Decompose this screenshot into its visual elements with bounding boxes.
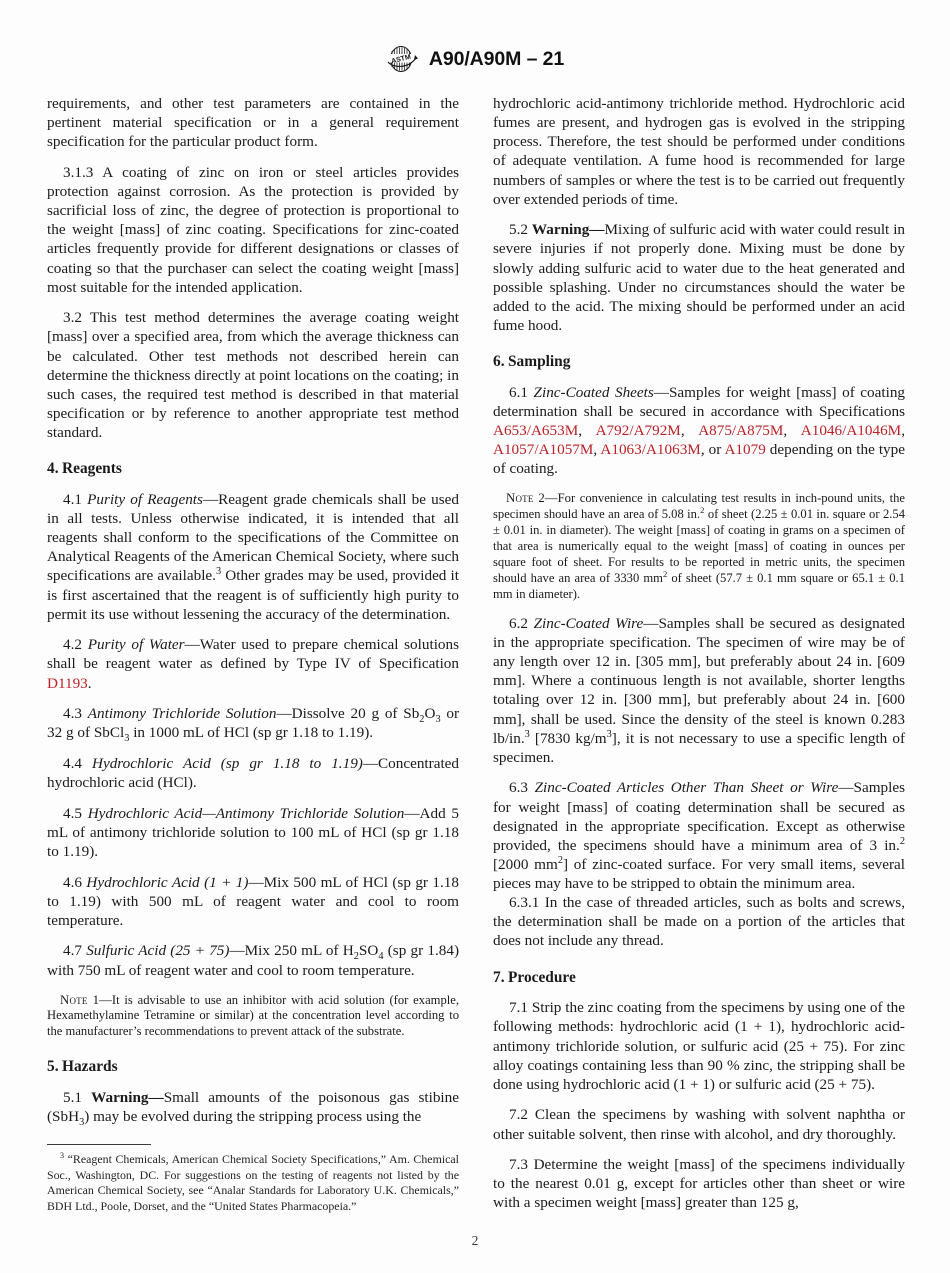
paragraph-7-2 [493,1105,905,1143]
standard-designation: A90/A90M – 21 [428,47,565,70]
paragraph-text: Strip the zinc coating from the specimens by using one of the following methods: hydrochloric acid (1 + 1), hydrochloric acid-antimony trichloride solution, or sulfuric acid (25 + 75). For zinc alloy coatings containing less than 90 % zinc, the stripping shall be done using hydrochloric acid (1 + 1) or sulfuric acid (25 + 75). [493,999,906,1093]
subscript: 4 [378,951,384,963]
conjunction-or: or [708,441,725,459]
term-italic: Antimony Trichloride Solution [87,705,277,723]
paragraph-text-a: —Samples shall be secured as designated in the appropriate specification. The specimen of wire may be of any length over 12 in. [305 mm], but preferably about 24 in. [609 mm]. Where a continuous length is not available, shorter lengths totaling over 12 in. [300 mm], but preferably about 24 in. [600 mm], shall be used. Since the density of the steel is known 0.283 lb/in. [493,614,905,747]
paragraph-text-a: Small amounts of the poisonous gas stibine (SbH [47,1088,459,1126]
term-italic: Zinc-Coated Sheets [533,383,654,401]
superscript: 2 [557,854,563,866]
paragraph-6-3-1 [493,893,905,950]
spec-link-a1079[interactable]: A1079 [724,441,766,459]
paragraph-text: Mixing of sulfuric acid with water could result in severe injuries if not properly done. Mixing must be done by slowly adding sulfuric acid to water due to the heat generated and possible splashing. Under no circumstances should the water be added to the acid. The mixing should be performed under an acid fume hood. [493,221,906,334]
paragraph-6-3 [493,778,905,893]
warning-label: Warning— [531,221,605,239]
paragraph-4-1 [47,490,459,624]
paragraph-text-a: —Reagent grade chemicals shall be used in all tests. Unless otherwise indicated, it is intended that all reagents shall conform to the specifications of the Committee on Analytical Reagents of the American Chemical Society, where such specifications are available. [47,490,460,585]
spec-link-a792[interactable]: A792/A792M [595,422,681,439]
footnote-text: “Reagent Chemicals, American Chemical Society Specifications,” Am. Chemical Soc., Washington, DC. For suggestions on the testing of reagents not listed by the American Chemical Society, see “Analar Standards for Laboratory U.K. Chemicals,” BDH Ltd., Poole, Dorset, and the “United States Pharmacopeia.” [47,1152,459,1213]
page-number: 2 [471,1233,479,1248]
section-number: 5. [47,1058,59,1076]
spec-link-a653[interactable]: A653/A653M [493,422,579,439]
body-columns [47,94,905,1214]
paragraph-number: 6.1 [509,383,528,401]
paragraph-5-2 [493,220,905,335]
section-title: Procedure [508,968,576,986]
paragraph-4-2 [47,635,459,692]
note-label: Note 2 [506,491,546,506]
paragraph-number: 4.4 [63,754,82,772]
note-text-b: of sheet (2.25 ± 0.01 in. square or 2.54 ± 0.01 in. in diameter). The weight [mass] of coating in grams on a specimen of that area is numerically equal to the weight [mass] of coating in ounces per square foot of sheet. For results to be reported in metric units, the specimen should have an area of 3330 mm [493,507,905,585]
section-number: 4. [47,460,59,478]
subscript: 3 [79,1117,85,1129]
term-italic: Purity of Reagents [87,490,203,508]
term-italic: Purity of Water [87,636,185,654]
paragraph-number: 7.2 [509,1106,528,1124]
right-column [493,94,905,1213]
paragraph-text: In the case of threaded articles, such as bolts and screws, the determination shall be made on a portion of the articles that does not include any thread. [493,894,906,950]
paragraph-3-2 [47,308,459,442]
paragraph-number: 6.2 [509,614,528,632]
paragraph-4-6 [47,873,459,930]
astm-logo [386,44,420,74]
term-italic: Zinc-Coated Wire [533,614,644,632]
paragraph-text: Clean the specimens by washing with solvent naphtha or other suitable solvent, then rinse with alcohol, and dry thoroughly. [493,1106,906,1143]
paragraph-text-b: [2000 mm [493,855,558,873]
paragraph-6-1: 6.1 Zinc-Coated Sheets—Samples for weight [mass] of coating determination shall be secured in accordance with Specifications A653/A653M, A792/A792M, A875/A875M, A1046/A1046M, A1057/A1057M, A1063/A1063M, or A1079 depending on the type of coating. [493,383,906,478]
superscript: 2 [700,505,705,516]
spec-link-a875[interactable]: A875/A875M [698,422,784,439]
note-text-c: of sheet (57.7 ± 0.1 mm square or 65.1 ± 0.1 mm in diameter). [493,570,905,601]
paragraph-text-a: —Water used to prepare chemical solutions shall be reagent water as defined by Type IV of Specification [47,636,460,673]
section-number: 6. [493,353,505,370]
paragraph-7-3 [493,1155,905,1212]
paragraph-text-a: —Samples for weight [mass] of coating determination shall be secured as designated in the appropriate specification. Except as otherwise provided, the specimens should have a minimum area of 3 in. [493,779,906,854]
paragraph-4-3 [47,704,460,745]
footnote-reference[interactable]: 3 [215,566,222,578]
paragraph-number: 6.3 [509,779,528,797]
subscript: 2 [353,951,359,963]
paragraph-number: 4.2 [63,636,82,654]
paragraph-text-a: —Samples for weight [mass] of coating determination shall be secured in accordance with Specifications [493,383,906,420]
superscript: 2 [899,835,905,847]
paragraph-number: 4.3 [63,705,82,723]
spec-link-a1046[interactable]: A1046/A1046M [800,422,902,439]
paragraph-text: Determine the weight [mass] of the specimens individually to the nearest 0.01 g, except for articles other than sheet or wire with a specimen weight [mass] greater than 125 g, [493,1156,905,1212]
subscript: 2 [419,714,425,726]
paragraph-number: 4.5 [63,804,82,822]
paragraph-text-b: depending on the type of coating. [493,441,905,478]
subscript: 3 [124,733,130,745]
section-heading-6-sampling [493,352,905,371]
note-text-a: —For convenience in calculating test results in inch-pound units, the specimen should have an area of 5.08 in. [493,491,905,522]
superscript: 2 [662,568,668,579]
paragraph-4-7 [47,941,459,979]
paragraph-7-1 [493,998,905,1094]
paragraph-3-1-3 [47,163,459,297]
section-title: Reagents [62,460,122,478]
paragraph-number: 6.3.1 [509,894,540,912]
section-title: Hazards [62,1058,118,1076]
paragraph-text-c: (sp gr 1.84) with 750 mL of reagent water and cool to room temperature. [47,942,460,979]
paragraph-text-b: . [87,674,92,692]
paragraph-text-b: [7830 kg/m [529,729,607,747]
term-italic: Sulfuric Acid (25 + 75) [86,942,230,960]
svg-text:ASTM: ASTM [390,53,412,66]
note-label: Note 1 [60,992,100,1007]
paragraph-number: 3.1.3 [63,163,94,181]
subscript: 3 [435,714,441,726]
left-column [47,94,459,1214]
term-italic: Hydrochloric Acid—Antimony Trichloride Solution [87,804,405,822]
paragraph-6-2 [493,614,905,767]
paragraph-text-a: —Mix 250 mL of H [229,942,354,960]
paragraph-text-d: in 1000 mL of HCl (sp gr 1.18 to 1.19). [129,724,374,742]
paragraph-text-b: Other grades may be used, provided it is first ascertained that the reagent is of sufficiently high purity to permit its use without lessening the accuracy of the determination. [47,567,459,623]
superscript: 3 [524,728,530,740]
paragraph-text-c: or 32 g of SbCl [47,705,460,742]
paragraph-number: 7.3 [509,1156,528,1174]
paragraph-text-b: SO [358,942,379,960]
footnote-area [47,1144,459,1214]
warning-label: Warning— [91,1088,164,1106]
paragraph-text-b: O [424,705,436,723]
paragraph-5-1 [47,1088,459,1129]
spec-link-d1193[interactable]: D1193 [47,674,88,692]
footnote-separator-rule [47,1144,151,1145]
spec-link-a1057[interactable]: A1057/A1057M [493,441,594,459]
paragraph-continued-5-1: hydrochloric acid-antimony trichloride method. Hydrochloric acid fumes are present, and hydrogen gas is evolved in the stripping process. Therefore, the test should be performed under conditions of adequate ventilation. A fume hood is recommended for large numbers of samples or where the test is to be carried out frequently over extended periods of time. [493,95,905,208]
section-heading-4-reagents [47,459,459,478]
superscript: 3 [606,728,612,740]
paragraph-4-5 [47,804,459,861]
section-heading-5-hazards [47,1057,459,1076]
paragraph-4-4 [47,754,459,792]
paragraph-continued-from-previous-page: requirements, and other test parameters are contained in the pertinent material specification or in a general requirement specification for the particular product form. [47,95,459,151]
paragraph-text-c: ], it is not necessary to use a specific length of specimen. [493,729,905,766]
section-title: Sampling [508,353,571,370]
spec-link-a1063[interactable]: A1063/A1063M [600,441,701,459]
paragraph-text-b: ) may be evolved during the stripping process using the [84,1108,422,1126]
section-number: 7. [493,968,505,986]
paragraph-text-a: —Dissolve 20 g of Sb [276,705,420,723]
paragraph-text: —Add 5 mL of antimony trichloride solution to 100 mL of HCl (sp gr 1.18 to 1.19). [47,804,460,860]
paragraph-number: 7.1 [509,999,528,1017]
term-italic: Hydrochloric Acid (sp gr 1.18 to 1.19) [91,754,363,772]
paragraph-text: A coating of zinc on iron or steel articles provides protection against corrosion. As the protection is provided by sacrificial loss of zinc, the degree of protection is proportional to the weight [mass] of zinc coating. Specifications for zinc-coated articles frequently provide for different designations or classes of coating so that the purchaser can select the coating weight [mass] most suitable for the intended application. [47,163,459,296]
paragraph-text-c: ] of zinc-coated surface. For very small items, several pieces may have to be stripped to obtain the minimum area. [493,855,905,893]
note-2 [493,490,905,602]
paragraph-number: 3.2 [63,309,82,327]
paragraph-number: 4.7 [63,942,82,960]
term-italic: Zinc-Coated Articles Other Than Sheet or Wire [534,779,839,797]
paragraph-number: 5.1 [63,1088,82,1106]
paragraph-text: —Mix 500 mL of HCl (sp gr 1.18 to 1.19) with 500 mL of reagent water and cool to room temperature. [47,873,459,929]
note-1 [47,992,459,1041]
footnote-3 [47,1152,459,1214]
footnote-number: 3 [60,1151,65,1161]
paragraph-number: 4.1 [63,490,82,508]
paragraph-number: 4.6 [63,873,82,891]
note-text: —It is advisable to use an inhibitor with acid solution (for example, Hexamethylamine Tetramine or similar) at the concentration level according to the manufacturer’s recommendations to prevent attack of the substrate. [47,992,459,1039]
paragraph-number: 5.2 [509,221,528,239]
term-italic: Hydrochloric Acid (1 + 1) [86,873,249,891]
section-heading-7-procedure [493,968,905,987]
paragraph-text: This test method determines the average coating weight [mass] over a specified area, from which the average thickness can be calculated. Other test methods not described herein can determine the thickness directly at point locations on the coating; in such cases, the required test method is described in that material specification or by reference to another appropriate test method standard. [47,309,460,441]
paragraph-text: —Concentrated hydrochloric acid (HCl). [47,754,459,791]
page-header [0,44,950,74]
